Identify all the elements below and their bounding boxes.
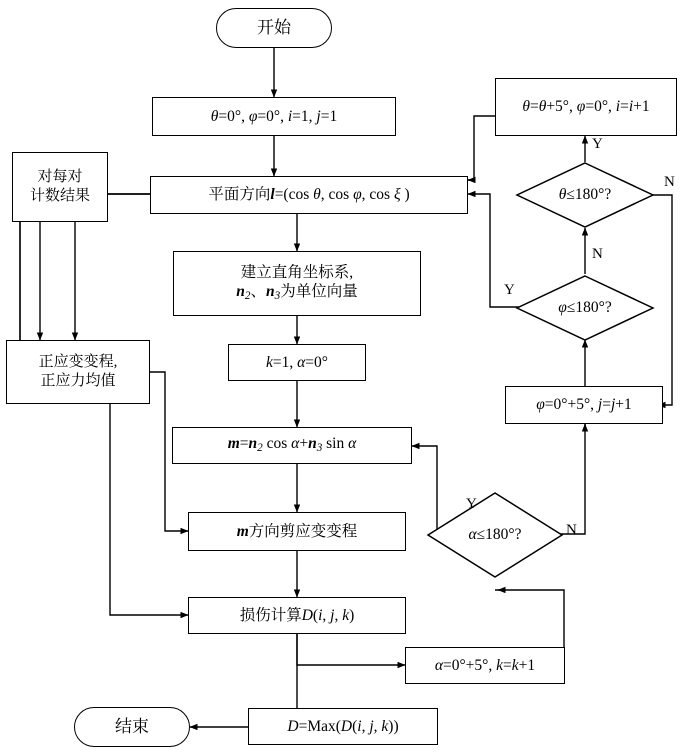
node-start[interactable]	[216, 8, 332, 48]
edge-label-theta-yes: Y	[592, 136, 603, 152]
decision-phi-label: φ ≤180°?	[558, 299, 612, 316]
node-normal-strain-stress[interactable]	[6, 340, 150, 404]
node-dmax-label: D=Max(D(i, j, k))	[287, 717, 399, 735]
node-alpha-increment[interactable]	[405, 647, 565, 684]
node-k-init[interactable]	[228, 344, 366, 381]
node-plane-direction-label: 平面方向l=(cos θ, cos φ, cos ξ )	[208, 186, 410, 204]
decision-alpha-shape	[425, 490, 565, 580]
node-theta-increment[interactable]	[495, 78, 677, 136]
node-damage-calculation-label: 损伤计算D(i, j, k)	[239, 606, 355, 624]
node-pair-count[interactable]	[12, 152, 108, 222]
node-alpha-increment-label: α=0°+5°, k=k+1	[434, 656, 536, 674]
node-init-label: θ=0°, φ=0°, i=1, j=1	[210, 107, 338, 125]
node-pair-count-line1: 对每对	[37, 169, 83, 186]
node-phi-increment-label: φ=0°+5°, j=j+1	[536, 396, 632, 414]
edge-label-alpha-no: N	[566, 522, 577, 538]
decision-phi[interactable]	[515, 274, 655, 342]
node-shear-strain-range-label: m方向剪应变变程	[236, 522, 358, 540]
node-m-equation-label: $m=n_2$ $\cos \alpha+n_3$ sin α	[227, 435, 357, 455]
node-normal-strain-line1: 正应变变程,	[38, 354, 118, 371]
node-init[interactable]	[152, 97, 396, 136]
node-dmax[interactable]	[248, 708, 438, 745]
node-plane-direction[interactable]	[150, 176, 468, 214]
decision-theta-shape	[515, 161, 655, 229]
edge-label-alpha-yes: Y	[466, 496, 477, 512]
node-m-equation[interactable]	[172, 427, 412, 464]
node-coordinate-line1: 建立直角坐标系,	[240, 263, 354, 281]
decision-theta[interactable]	[515, 161, 655, 229]
node-phi-increment[interactable]	[505, 386, 663, 424]
node-normal-strain-line2: 正应力均值	[40, 373, 116, 389]
node-end-label: 结束	[115, 717, 149, 737]
node-start-label: 开始	[257, 18, 291, 38]
node-coordinate-system[interactable]	[173, 251, 421, 316]
decision-alpha[interactable]	[425, 490, 565, 580]
node-coordinate-line2: $n_2$、$n_3$为单位向量	[236, 283, 358, 303]
decision-phi-shape	[515, 274, 655, 342]
node-pair-count-line2: 计数结果	[29, 188, 90, 204]
node-damage-calculation[interactable]	[188, 597, 406, 634]
decision-theta-label: θ ≤180°?	[558, 186, 612, 203]
edge-label-theta-no: N	[664, 174, 675, 190]
node-theta-increment-label: θ=θ+5°, φ=0°, i=i+1	[522, 98, 650, 116]
node-shear-strain-range[interactable]	[188, 512, 406, 551]
node-end[interactable]	[74, 707, 190, 747]
decision-alpha-label: α ≤180°?	[468, 526, 522, 543]
edge-label-phi-no: N	[592, 246, 603, 262]
node-k-init-label: k=1, α=0°	[266, 353, 328, 371]
edge-label-phi-yes: Y	[504, 282, 515, 298]
